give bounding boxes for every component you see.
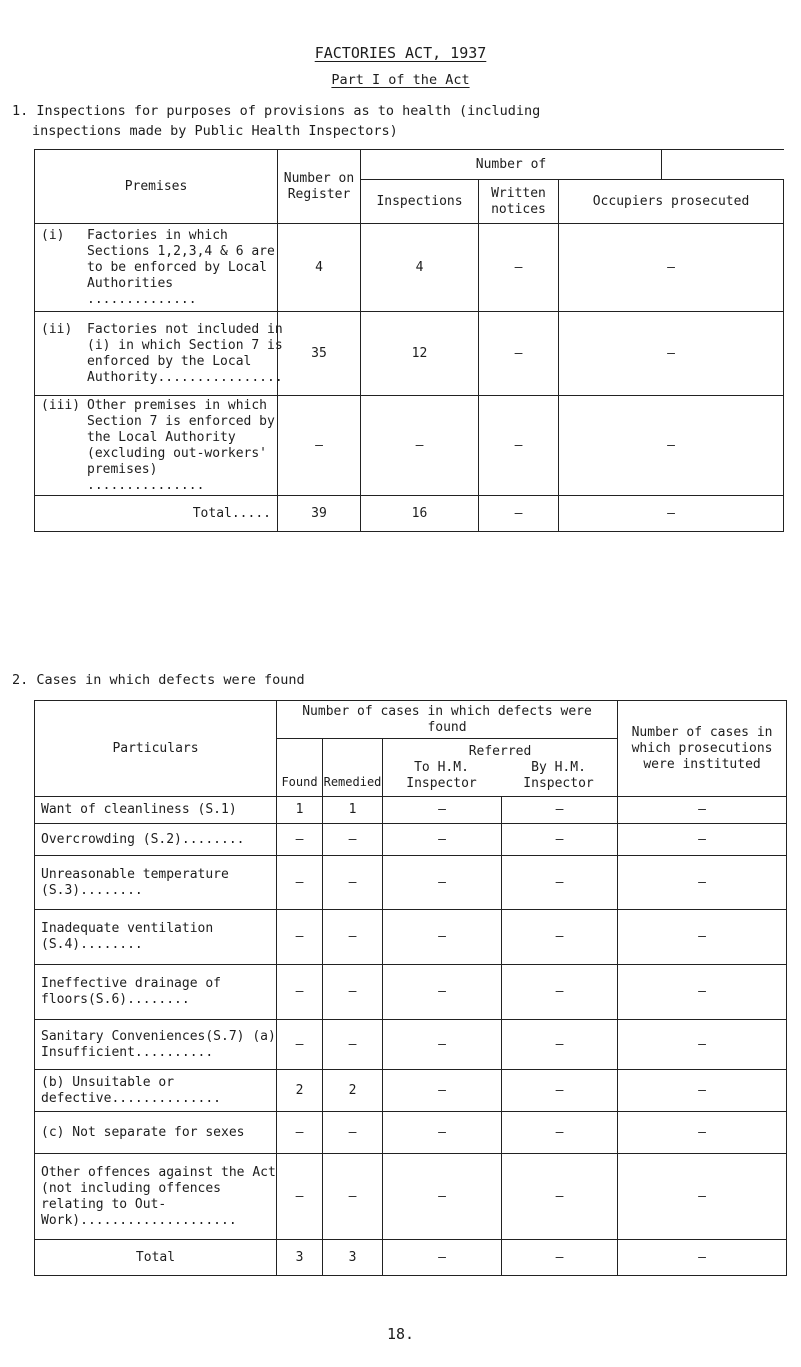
by-hm-cell: – (502, 965, 618, 1020)
found-cell: – (277, 824, 323, 856)
inspections-cell: 4 (361, 224, 479, 312)
row-label: Unreasonable temperature (S.3)........ (35, 856, 277, 910)
found-cell: 1 (277, 797, 323, 824)
notices-cell: – (479, 224, 559, 312)
page-subtitle: Part I of the Act (331, 72, 470, 88)
table-row (35, 224, 784, 312)
remedied-cell: – (323, 965, 383, 1020)
row-label: Other offences against the Act (not including offences relating to Out-Work).................... (35, 1154, 277, 1240)
by-hm-cell: – (502, 1070, 618, 1112)
prosecutions-cell: – (618, 797, 787, 824)
by-hm-cell: – (502, 1154, 618, 1240)
by-hm-cell: – (502, 824, 618, 856)
col-premises: Premises (35, 150, 278, 224)
to-hm-cell: – (383, 1070, 502, 1112)
prosecuted-cell: – (559, 496, 784, 532)
defects-table (34, 700, 787, 1276)
table-row (35, 1154, 787, 1240)
found-cell: – (277, 856, 323, 910)
page-title: FACTORIES ACT, 1937 (314, 44, 487, 62)
col-referred: Referred (468, 743, 532, 759)
table-row (35, 312, 784, 396)
to-hm-cell: – (383, 856, 502, 910)
notices-cell: – (479, 496, 559, 532)
table-row (35, 396, 784, 496)
section1-heading-cont: inspections made by Public Health Inspectors) (32, 123, 398, 139)
table-row (35, 1070, 787, 1112)
by-hm-cell: – (502, 910, 618, 965)
table-row (35, 965, 787, 1020)
found-cell: 3 (277, 1240, 323, 1276)
col-written-notices: Written notices (479, 180, 559, 224)
inspections-table (34, 149, 784, 532)
prosecutions-cell: – (618, 1154, 787, 1240)
to-hm-cell: – (383, 1020, 502, 1070)
found-cell: – (277, 910, 323, 965)
table-row (35, 797, 787, 824)
prosecutions-cell: – (618, 965, 787, 1020)
total-row (35, 1240, 787, 1276)
row-label: Overcrowding (S.2)........ (35, 824, 277, 856)
col-found: Found (277, 739, 323, 797)
remedied-cell: – (323, 1112, 383, 1154)
row-label: Other premises in which Section 7 is enforced by the Local Authority (excluding out-workers' premises) ............... (87, 397, 275, 493)
inspections-cell: 12 (361, 312, 479, 396)
by-hm-cell: – (502, 797, 618, 824)
prosecutions-cell: – (618, 856, 787, 910)
row-label: Inadequate ventilation (S.4)........ (35, 910, 277, 965)
row-number: (iii) (41, 397, 81, 413)
remedied-cell: – (323, 824, 383, 856)
by-hm-cell: – (502, 856, 618, 910)
found-cell: – (277, 1154, 323, 1240)
register-cell: 39 (278, 496, 361, 532)
page-number: 18. (386, 1325, 415, 1343)
table-row (35, 824, 787, 856)
to-hm-cell: – (383, 1112, 502, 1154)
row-label: Want of cleanliness (S.1) (35, 797, 277, 824)
to-hm-cell: – (383, 910, 502, 965)
row-label: Factories in which Sections 1,2,3,4 & 6 are to be enforced by Local Authorities .............. (87, 227, 275, 307)
found-cell: – (277, 1020, 323, 1070)
prosecuted-cell: – (559, 312, 784, 396)
row-label: Ineffective drainage of floors(S.6)........ (35, 965, 277, 1020)
table-row (35, 1112, 787, 1154)
prosecutions-cell: – (618, 1240, 787, 1276)
inspections-cell: – (361, 396, 479, 496)
section2-heading: 2. Cases in which defects were found (12, 672, 305, 688)
notices-cell: – (479, 396, 559, 496)
row-label: (b) Unsuitable or defective.............. (35, 1070, 277, 1112)
row-number: (i) (41, 227, 65, 243)
table-row (35, 910, 787, 965)
by-hm-cell: – (502, 1240, 618, 1276)
total-label: Total..... (35, 496, 278, 532)
to-hm-cell: – (383, 965, 502, 1020)
remedied-cell: – (323, 1020, 383, 1070)
col-particulars: Particulars (35, 701, 277, 797)
row-number: (ii) (41, 321, 73, 337)
remedied-cell: 1 (323, 797, 383, 824)
table-row (35, 856, 787, 910)
col-by-hm-inspector: By H.M. Inspector (523, 759, 594, 791)
prosecutions-cell: – (618, 824, 787, 856)
found-cell: – (277, 1112, 323, 1154)
remedied-cell: 3 (323, 1240, 383, 1276)
table-row (35, 1020, 787, 1070)
to-hm-cell: – (383, 824, 502, 856)
row-label: (c) Not separate for sexes (35, 1112, 277, 1154)
total-row (35, 496, 784, 532)
remedied-cell: 2 (323, 1070, 383, 1112)
prosecutions-cell: – (618, 1020, 787, 1070)
total-label: Total (35, 1240, 277, 1276)
remedied-cell: – (323, 910, 383, 965)
to-hm-cell: – (383, 1240, 502, 1276)
col-number-of: Number of (361, 150, 662, 180)
inspections-cell: 16 (361, 496, 479, 532)
row-label: Sanitary Conveniences(S.7) (a) Insufficient.......... (35, 1020, 277, 1070)
register-cell: 35 (278, 312, 361, 396)
col-to-hm-inspector: To H.M. Inspector (406, 759, 477, 791)
row-label: Factories not included in (i) in which Section 7 is enforced by the Local Authority................ (87, 321, 283, 385)
col-number-of-cases: Number of cases in which defects were found (277, 701, 618, 739)
prosecutions-cell: – (618, 1070, 787, 1112)
col-inspections: Inspections (361, 180, 479, 224)
remedied-cell: – (323, 1154, 383, 1240)
col-occupiers-prosecuted: Occupiers prosecuted (559, 180, 784, 224)
col-number-on-register: Number on Register (278, 150, 361, 224)
register-cell: – (278, 396, 361, 496)
found-cell: – (277, 965, 323, 1020)
col-remedied: Remedied (323, 739, 383, 797)
remedied-cell: – (323, 856, 383, 910)
notices-cell: – (479, 312, 559, 396)
col-prosecutions: Number of cases in which prosecutions were instituted (618, 701, 787, 797)
register-cell: 4 (278, 224, 361, 312)
to-hm-cell: – (383, 1154, 502, 1240)
section1-heading: 1. Inspections for purposes of provisions as to health (including (12, 103, 541, 119)
prosecutions-cell: – (618, 910, 787, 965)
by-hm-cell: – (502, 1020, 618, 1070)
prosecutions-cell: – (618, 1112, 787, 1154)
by-hm-cell: – (502, 1112, 618, 1154)
found-cell: 2 (277, 1070, 323, 1112)
prosecuted-cell: – (559, 224, 784, 312)
to-hm-cell: – (383, 797, 502, 824)
prosecuted-cell: – (559, 396, 784, 496)
